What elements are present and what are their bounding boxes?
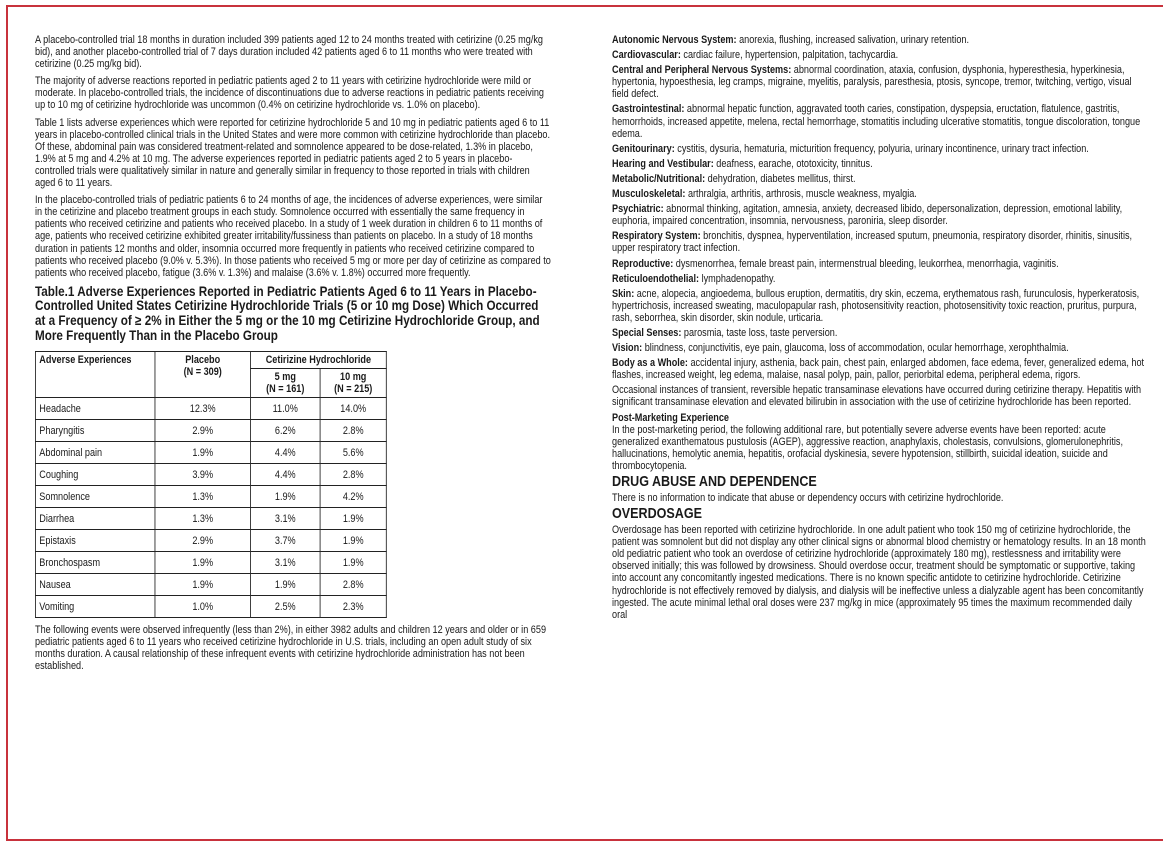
table-row — [35, 530, 386, 552]
table-cell-10mg: 2.8% — [320, 464, 386, 486]
table-row — [35, 486, 386, 508]
body-system-term: Hearing and Vestibular: — [612, 157, 714, 170]
header-5mg-n: (N = 161) — [266, 383, 305, 396]
body-system-entry — [612, 273, 1150, 285]
table-cell-placebo: 1.9% — [155, 442, 250, 464]
table-cell-placebo: 12.3% — [155, 398, 250, 420]
table-cell-placebo: 3.9% — [155, 464, 250, 486]
drug-abuse-heading: DRUG ABUSE AND DEPENDENCE — [612, 474, 817, 490]
body-system-events: arthralgia, arthritis, arthrosis, muscle weakness, myalgia. — [685, 188, 917, 201]
header-10mg-n: (N = 215) — [334, 383, 373, 396]
table-cell-experience: Vomiting — [35, 596, 155, 618]
table-row — [35, 442, 386, 464]
body-system-term: Metabolic/Nutritional: — [612, 172, 706, 185]
post-marketing-heading: Post-Marketing Experience — [612, 411, 729, 424]
paragraph-post-marketing: In the post-marketing period, the following additional rare, but potentially severe adverse events have been reported: acute generalized exanthematous pustulosis (AGEP), aggressive reaction, anaphylaxis, cholestasis, convulsions, glomerulonephritis, hallucinations, hemolytic anemia, hepatitis, orofacial dyskinesia, severe hypotension, stillbirth, suicidal ideation, suicide and thrombocytopenia. — [612, 423, 1123, 472]
table-cell-experience: Coughing — [35, 464, 155, 486]
body-system-events: abnormal coordination, ataxia, confusion, dysphonia, hyperesthesia, hyperkinesia, hypertonia, hypoesthesia, leg cramps, migraine, myelitis, paralysis, paresthesia, ptosis, syncope, tremor, twitching, vertigo, visual field defect. — [612, 64, 1132, 101]
page-frame-top-rule — [6, 5, 1163, 7]
body-system-term: Special Senses: — [612, 326, 682, 339]
table-cell-5mg: 3.7% — [250, 530, 320, 552]
overdosage-heading: OVERDOSAGE — [612, 506, 702, 523]
table-cell-experience: Diarrhea — [35, 508, 155, 530]
header-cetirizine-group: Cetirizine Hydrochloride — [250, 352, 386, 369]
body-system-term: Vision: — [612, 342, 643, 355]
body-system-events: abnormal hepatic function, aggravated tooth caries, constipation, dyspepsia, eructation, flatulence, gastritis, hemorrhoids, increased appetite, melena, rectal hemorrhage, stomatitis including ulcerative stomatitis, tongue discoloration, tongue edema. — [612, 103, 1141, 140]
table-row — [35, 508, 386, 530]
right-column — [612, 34, 1150, 624]
body-system-term: Body as a Whole: — [612, 357, 688, 370]
body-system-term: Reticuloendothelial: — [612, 272, 700, 285]
table-cell-experience: Epistaxis — [35, 530, 155, 552]
header-adverse-experiences: Adverse Experiences — [35, 352, 155, 398]
body-system-events: anorexia, flushing, increased salivation, urinary retention. — [736, 34, 969, 46]
header-5mg-label: 5 mg — [274, 371, 296, 384]
table-cell-experience: Bronchospasm — [35, 552, 155, 574]
header-placebo-label: Placebo — [185, 354, 221, 367]
header-placebo — [155, 352, 250, 398]
table-row — [35, 420, 386, 442]
table-cell-placebo: 1.0% — [155, 596, 250, 618]
table-cell-5mg: 6.2% — [250, 420, 320, 442]
body-system-events: cardiac failure, hypertension, palpitation, tachycardia. — [680, 49, 899, 62]
table-cell-experience: Headache — [35, 398, 155, 420]
body-system-entry — [612, 342, 1150, 354]
table-cell-experience: Nausea — [35, 574, 155, 596]
body-system-events: dehydration, diabetes mellitus, thirst. — [705, 172, 856, 185]
table-cell-5mg: 3.1% — [250, 508, 320, 530]
body-system-events: accidental injury, asthenia, back pain, chest pain, enlarged abdomen, face edema, fever, generalized edema, hot flashes, increased weight, leg edema, malaise, nasal polyp, pain, pallor, periorbital edema, peripheral edema, rigors. — [612, 357, 1145, 382]
table-row — [35, 398, 386, 420]
body-system-events: bronchitis, dyspnea, hyperventilation, increased sputum, pneumonia, respiratory disorder, rhinitis, sinusitis, upper respiratory tract infection. — [612, 230, 1133, 255]
body-system-entry — [612, 188, 1150, 200]
table-cell-10mg: 4.2% — [320, 486, 386, 508]
body-system-term: Gastrointestinal: — [612, 103, 685, 116]
body-system-entry — [612, 143, 1150, 155]
paragraph-infrequent-events: The following events were observed infrequently (less than 2%), in either 3982 adults and children 12 years and older or in 659 pediatric patients aged 6 to 11 years who received cetirizine hydrochloride in U.S. trials, including an open adult study of six months duration. A causal relationship of these infrequent events with cetirizine hydrochloride administration has not been established. — [35, 624, 547, 673]
body-system-entry — [612, 288, 1150, 324]
body-system-term: Central and Peripheral Nervous Systems: — [612, 64, 792, 77]
paragraph-trials: A placebo-controlled trial 18 months in duration included 399 patients aged 12 to 24 months treated with cetirizine (0.25 mg/kg bid), and another placebo-controlled trial of 7 days duration included 42 patients aged 6 to 11 months who were treated with cetirizine (0.25 mg/kg bid). — [35, 34, 543, 71]
body-system-entry — [612, 64, 1150, 100]
table-row — [35, 596, 386, 618]
body-system-term: Cardiovascular: — [612, 49, 681, 62]
body-system-events: parosmia, taste loss, taste perversion. — [681, 326, 838, 339]
table-cell-10mg: 1.9% — [320, 530, 386, 552]
table-cell-10mg: 2.3% — [320, 596, 386, 618]
body-system-entry — [612, 327, 1150, 339]
body-system-term: Musculoskeletal: — [612, 188, 686, 201]
table-cell-5mg: 2.5% — [250, 596, 320, 618]
page-frame-bottom-rule — [6, 839, 1163, 841]
table-cell-5mg: 11.0% — [250, 398, 320, 420]
table-cell-placebo: 1.9% — [155, 552, 250, 574]
table-cell-10mg: 14.0% — [320, 398, 386, 420]
table-cell-experience: Pharyngitis — [35, 420, 155, 442]
body-system-entry — [612, 158, 1150, 170]
body-system-events: deafness, earache, ototoxicity, tinnitus. — [713, 157, 873, 170]
body-system-term: Autonomic Nervous System: — [612, 34, 737, 46]
body-system-entry — [612, 103, 1150, 139]
body-system-events: dysmenorrhea, female breast pain, intermenstrual bleeding, leukorrhea, menorrhagia, vaginitis. — [673, 257, 1059, 270]
paragraph-table1-intro: Table 1 lists adverse experiences which were reported for cetirizine hydrochloride 5 and 10 mg in pediatric patients aged 6 to 11 years in placebo-controlled clinical trials in the United States and were more common with cetirizine hydrochloride than placebo. Of these, abdominal pain was considered treatment-related and somnolence appeared to be dose-related, 1.3% in placebo, 1.9% at 5 mg and 4.2% at 10 mg. The adverse experiences reported in pediatric patients aged 2 to 5 years in placebo-controlled trials were qualitatively similar in nature and generally similar in frequency to those reported in trials with children aged 6 to 11 years. — [35, 116, 551, 190]
body-system-entry — [612, 230, 1150, 254]
paragraph-majority: The majority of adverse reactions reported in pediatric patients aged 2 to 11 years with cetirizine hydrochloride were mild or moderate. In placebo-controlled trials, the incidence of discontinuations due to adverse reactions in pediatric patients receiving up to 10 mg of cetirizine hydrochloride was uncommon (0.4% on cetirizine hydrochloride vs. 1.0% on placebo). — [35, 75, 544, 112]
body-system-entry — [612, 203, 1150, 227]
left-column — [35, 34, 551, 678]
table-cell-5mg: 1.9% — [250, 574, 320, 596]
table-cell-5mg: 3.1% — [250, 552, 320, 574]
table-row — [35, 552, 386, 574]
table-row — [35, 464, 386, 486]
table-title: Table.1 Adverse Experiences Reported in Pediatric Patients Aged 6 to 11 Years in Placebo-Controlled United States Cetirizine Hydrochloride Trials (5 or 10 mg Dose) Which Occurred at a Frequency of ≥ 2% in Either the 5 mg or the 10 mg Cetirizine Hydrochloride Group, and More Frequently Than in the Placebo Group — [35, 283, 540, 343]
adverse-experiences-table — [35, 351, 387, 618]
paragraph-hepatic-elevations: Occasional instances of transient, reversible hepatic transaminase elevations have occurred during cetirizine therapy. Hepatitis with significant transaminase elevation and elevated bilirubin in association with the use of cetirizine hydrochloride has been reported. — [612, 384, 1142, 409]
table-cell-placebo: 1.3% — [155, 486, 250, 508]
table-cell-10mg: 2.8% — [320, 574, 386, 596]
table-cell-5mg: 4.4% — [250, 464, 320, 486]
table-cell-placebo: 2.9% — [155, 530, 250, 552]
header-10mg — [320, 369, 386, 398]
table-row — [35, 574, 386, 596]
paragraph-overdosage: Overdosage has been reported with cetirizine hydrochloride. In one adult patient who took 150 mg of cetirizine hydrochloride, the patient was somnolent but did not display any other clinical signs or abnormal blood chemistry or hematology results. In an 18 month old pediatric patient who took an overdose of cetirizine hydrochloride (approximately 180 mg), restlessness and irritability were observed initially; this was followed by drowsiness. Should overdose occur, treatment should be symptomatic or supportive, taking into account any concomitantly ingested medications. There is no known specific antidote to cetirizine hydrochloride. Cetirizine hydrochloride is not effectively removed by dialysis, and dialysis will be ineffective unless a dialyzable agent has been concomitantly ingested. The acute minimal lethal oral doses were 237 mg/kg in mice (approximately 95 times the maximum recommended daily oral — [612, 524, 1146, 621]
table-cell-placebo: 2.9% — [155, 420, 250, 442]
table-cell-placebo: 1.3% — [155, 508, 250, 530]
body-system-term: Psychiatric: — [612, 203, 664, 216]
table-cell-10mg: 2.8% — [320, 420, 386, 442]
paragraph-placebo-trials: In the placebo-controlled trials of pediatric patients 6 to 24 months of age, the incidences of adverse experiences, were similar in the cetirizine and placebo treatment groups in each study. Somnolence occurred with essentially the same frequency in patients who received cetirizine and patients who received placebo. In a study of 1 week duration in children 6 to 11 months of age, patients who received cetirizine exhibited greater irritability/fussiness than patients on placebo. In a study of 18 months duration in patients 12 months and older, insomnia occurred more frequently in patients who received cetirizine compared to patients who received placebo (9.0% v. 5.3%). In those patients who received 5 mg or more per day of cetirizine as compared to patients who received placebo, fatigue (3.6% v. 1.3%) and malaise (3.6% v. 1.8%) occurred more frequently. — [35, 194, 551, 279]
body-system-entry — [612, 173, 1150, 185]
paragraph-drug-abuse: There is no information to indicate that abuse or dependency occurs with cetirizine hydrochloride. — [612, 492, 1004, 504]
body-system-term: Genitourinary: — [612, 142, 675, 155]
body-system-term: Respiratory System: — [612, 230, 701, 243]
table-cell-10mg: 5.6% — [320, 442, 386, 464]
table-cell-experience: Abdominal pain — [35, 442, 155, 464]
body-system-events: abnormal thinking, agitation, amnesia, anxiety, decreased libido, depersonalization, depression, emotional lability, euphoria, impaired concentration, insomnia, nervousness, paroniria, sleep disorder. — [612, 203, 1123, 228]
body-system-events: acne, alopecia, angioedema, bullous eruption, dermatitis, dry skin, eczema, erythematous rash, furunculosis, hyperkeratosis, hypertrichosis, increased sweating, maculopapular rash, photosensitivity reaction, photosensitivity toxic reaction, pruritus, purpura, rash, seborrhea, skin disorder, skin nodule, urticaria. — [612, 287, 1140, 324]
body-system-events: lymphadenopathy. — [699, 272, 776, 285]
body-system-entry — [612, 34, 1150, 46]
body-system-events: cystitis, dysuria, hematuria, micturition frequency, polyuria, urinary incontinence, urinary tract infection. — [674, 142, 1089, 155]
table-cell-experience: Somnolence — [35, 486, 155, 508]
table-cell-10mg: 1.9% — [320, 552, 386, 574]
table-cell-5mg: 1.9% — [250, 486, 320, 508]
body-system-entry — [612, 357, 1150, 381]
header-5mg — [250, 369, 320, 398]
body-system-term: Skin: — [612, 287, 635, 300]
body-system-events: blindness, conjunctivitis, eye pain, glaucoma, loss of accommodation, ocular hemorrhage, xerophthalmia. — [642, 342, 1069, 355]
body-system-term: Reproductive: — [612, 257, 674, 270]
table-cell-placebo: 1.9% — [155, 574, 250, 596]
page-frame-left-rule — [6, 5, 8, 841]
body-system-entry — [612, 258, 1150, 270]
table-cell-5mg: 4.4% — [250, 442, 320, 464]
body-system-entry — [612, 49, 1150, 61]
table-cell-10mg: 1.9% — [320, 508, 386, 530]
header-10mg-label: 10 mg — [340, 371, 367, 384]
header-placebo-n: (N = 309) — [183, 366, 222, 379]
